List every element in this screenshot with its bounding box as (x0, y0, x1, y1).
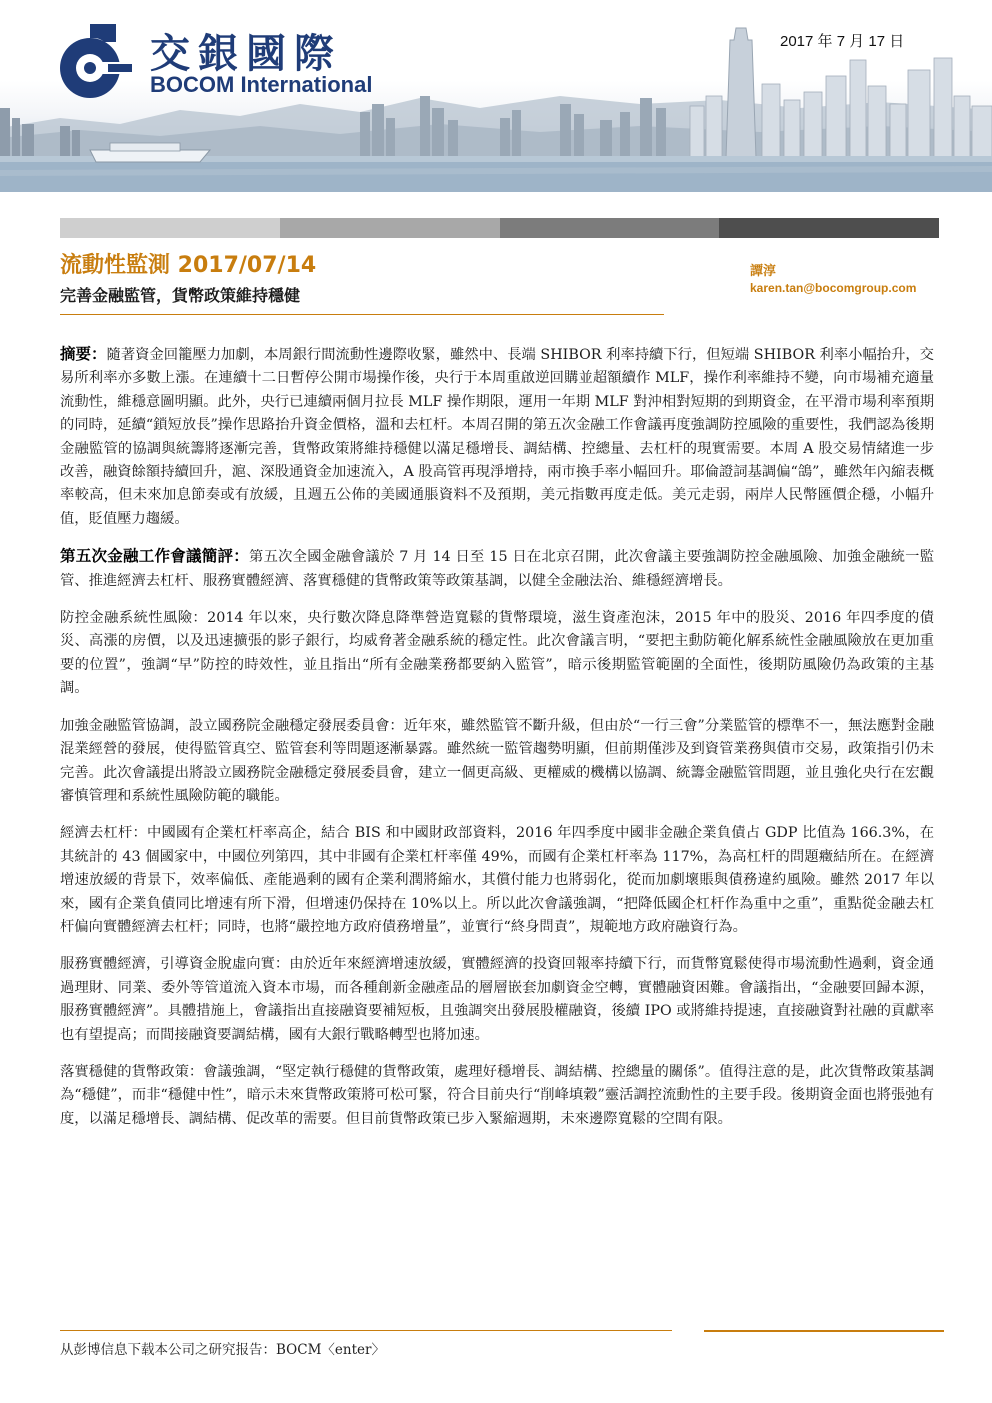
author-email-link[interactable]: karen.tan@bocomgroup.com (750, 281, 917, 295)
author-name: 譚淳 (750, 264, 777, 279)
segment-1 (60, 218, 280, 238)
conference-review-paragraph (60, 545, 934, 593)
segment-4 (719, 218, 939, 238)
footer-bloomberg-note: 从彭博信息下载本公司之研究报告：BOCM〈enter〉 (60, 1342, 385, 1358)
hong-kong-skyline-image (0, 0, 992, 192)
paragraph-text: 加強金融監管協調，設立國務院金融穩定發展委員會：近年來，雖然監管不斷升級，但由於“一行三會”分業監管的標準不一，無法應對金融混業經營的發展，使得監管真空、監管套利等問題逐漸暴露。雖然統一監管趨勢明顯，但前期僅涉及到資管業務與債市交易，政策指引仍未完善。此次會議提出將設立國務院金融穩定發展委員會，建立一個更高級、更權威的機構以協調、統籌金融監管問題，並且強化央行在宏觀審慎管理和系統性風險防範的職能。 (60, 717, 934, 804)
paragraph-lead: 摘要： (60, 345, 107, 363)
footer-rule-right (704, 1330, 944, 1332)
paragraph-lead: 第五次金融工作會議簡評： (60, 547, 250, 566)
brand-name-english: BOCOM International (150, 72, 373, 97)
segmented-divider-bar (60, 218, 939, 238)
real-economy-paragraph (60, 953, 934, 1047)
report-title: 流動性監測 2017/07/14 (60, 253, 317, 278)
paragraph-text: 經濟去杠杆：中國國有企業杠杆率高企，結合 BIS 和中國財政部資料，2016 年四季度中國非金融企業負債占 GDP 比值為 166.3%，在其統計的 43 個國家中，中國位列第四，其中非國有企業杠杆率僅 49%，而國有企業杠杆率為 117%，為高杠杆的問題癥結所在。在經濟增速放緩的背景下，效率偏低、產能過剩的國有企業利潤將縮水，其償付能力也將弱化，從而加劇壞賬與債務違約風險。雖然 2017 年以來，國有企業負債同比增速有所下滑，但增速仍保持在 10%以上。所以此次會議強調，“把降低國企杠杆作為重中之重”，重點從金融去杠杆偏向實體經濟去杠杆；同時，也將“嚴控地方政府債務增量”，並實行“終身問責”，規範地方政府融資行為。 (60, 825, 934, 935)
regulation-coordination-paragraph (60, 715, 934, 809)
deleveraging-paragraph (60, 822, 934, 939)
paragraph-text: 服務實體經濟，引導資金脫虛向實：由於近年來經濟增速放緩，實體經濟的投資回報率持續下行，而貨幣寬鬆使得市場流動性過剩，資金通過理財、同業、委外等管道流入資本市場，而各種創新金融產品的層層嵌套加劇資金空轉，實體融資困難。會議指出，“金融要回歸本源，服務實體經濟”。具體措施上，會議指出直接融資要補短板，且強調突出發展股權融資，後續 IPO 或將維持提速，直接融資對社融的貢獻率也有望提高；而間接融資要調結構，國有大銀行戰略轉型也將加速。 (60, 956, 934, 1043)
paragraph-text: 落實穩健的貨幣政策：會議強調，“堅定執行穩健的貨幣政策，處理好穩增長、調結構、控總量的關係”。值得注意的是，此次貨幣政策基調為“穩健”，而非“穩健中性”，暗示未來貨幣政策將可松可緊，符合目前央行“削峰填穀”靈活調控流動性的主要手段。後期資金面也將張弛有度，以滿足穩增長、調結構、促改革的需要。但目前貨幣政策已步入緊縮週期，未來邊際寬鬆的空間有限。 (60, 1063, 934, 1127)
header-banner (0, 0, 992, 192)
systemic-risk-paragraph (60, 607, 934, 701)
title-underline (60, 314, 664, 315)
report-body (60, 343, 934, 1145)
paragraph-text: 第五次全國金融會議於 7 月 14 日至 15 日在北京召開，此次會議主要強調防控金融風險、加強金融統一監管、推進經濟去杠杆、服務實體經濟、落實穩健的貨幣政策等政策基調，以健全金融法治、維穩經濟增長。 (60, 549, 934, 589)
summary-paragraph (60, 343, 934, 531)
brand-name-chinese: 交銀國際 (150, 30, 342, 77)
paragraph-text: 隨著資金回籠壓力加劇，本周銀行間流動性邊際收緊，雖然中、長端 SHIBOR 利率持續下行，但短端 SHIBOR 利率小幅抬升，交易所利率亦多數上漲。在連續十二日暫停公開市場操作後，央行于本周重啟逆回購並超額續作 MLF，操作利率維持不變，向市場補充適量流動性，維穩意圖明顯。此外，央行已連續兩個月拉長 MLF 操作期限，運用一年期 MLF 對沖相對短期的到期資金，在平滑市場利率預期的同時，延續“鎖短放長”操作思路抬升資金價格，溫和去杠杆。本周召開的第五次金融工作會議再度強調防控風險的重要性，我們認為後期金融監管的協調與統籌將逐漸完善，貨幣政策將維持穩健以滿足穩增長、調結構、控總量、去杠杆的現實需要。本周 A 股交易情緒進一步改善，融資餘額持續回升，滬、深股通資金加速流入，A 股高管再現淨增持，兩市換手率小幅回升。耶倫證詞基調偏“鴿”，雖然年內縮表概率較高，但未來加息節奏或有放緩，且週五公佈的美國通脹資料不及預期，美元指數再度走低。美元走弱，兩岸人民幣匯價企穩，小幅升值，貶值壓力趨緩。 (60, 347, 934, 527)
monetary-policy-paragraph (60, 1061, 934, 1131)
footer-rule-left (60, 1330, 672, 1331)
report-date: 2017 年 7 月 17 日 (780, 33, 905, 50)
report-subtitle: 完善金融監管，貨幣政策維持穩健 (60, 286, 301, 305)
segment-3 (500, 218, 720, 238)
bocom-logo (52, 22, 144, 104)
paragraph-text: 防控金融系統性風險：2014 年以來，央行數次降息降準營造寬鬆的貨幣環境，滋生資產泡沫，2015 年中的股災、2016 年四季度的債災、高漲的房價，以及迅速擴張的影子銀行，均威脅著金融系統的穩定性。此次會議言明，“要把主動防範化解系統性金融風險放在更加重要的位置”，強調“早”防控的時效性，並且指出“所有金融業務都要納入監管”，暗示後期監管範圍的全面性，後期防風險仍為政策的主基調。 (60, 610, 934, 697)
segment-2 (280, 218, 500, 238)
